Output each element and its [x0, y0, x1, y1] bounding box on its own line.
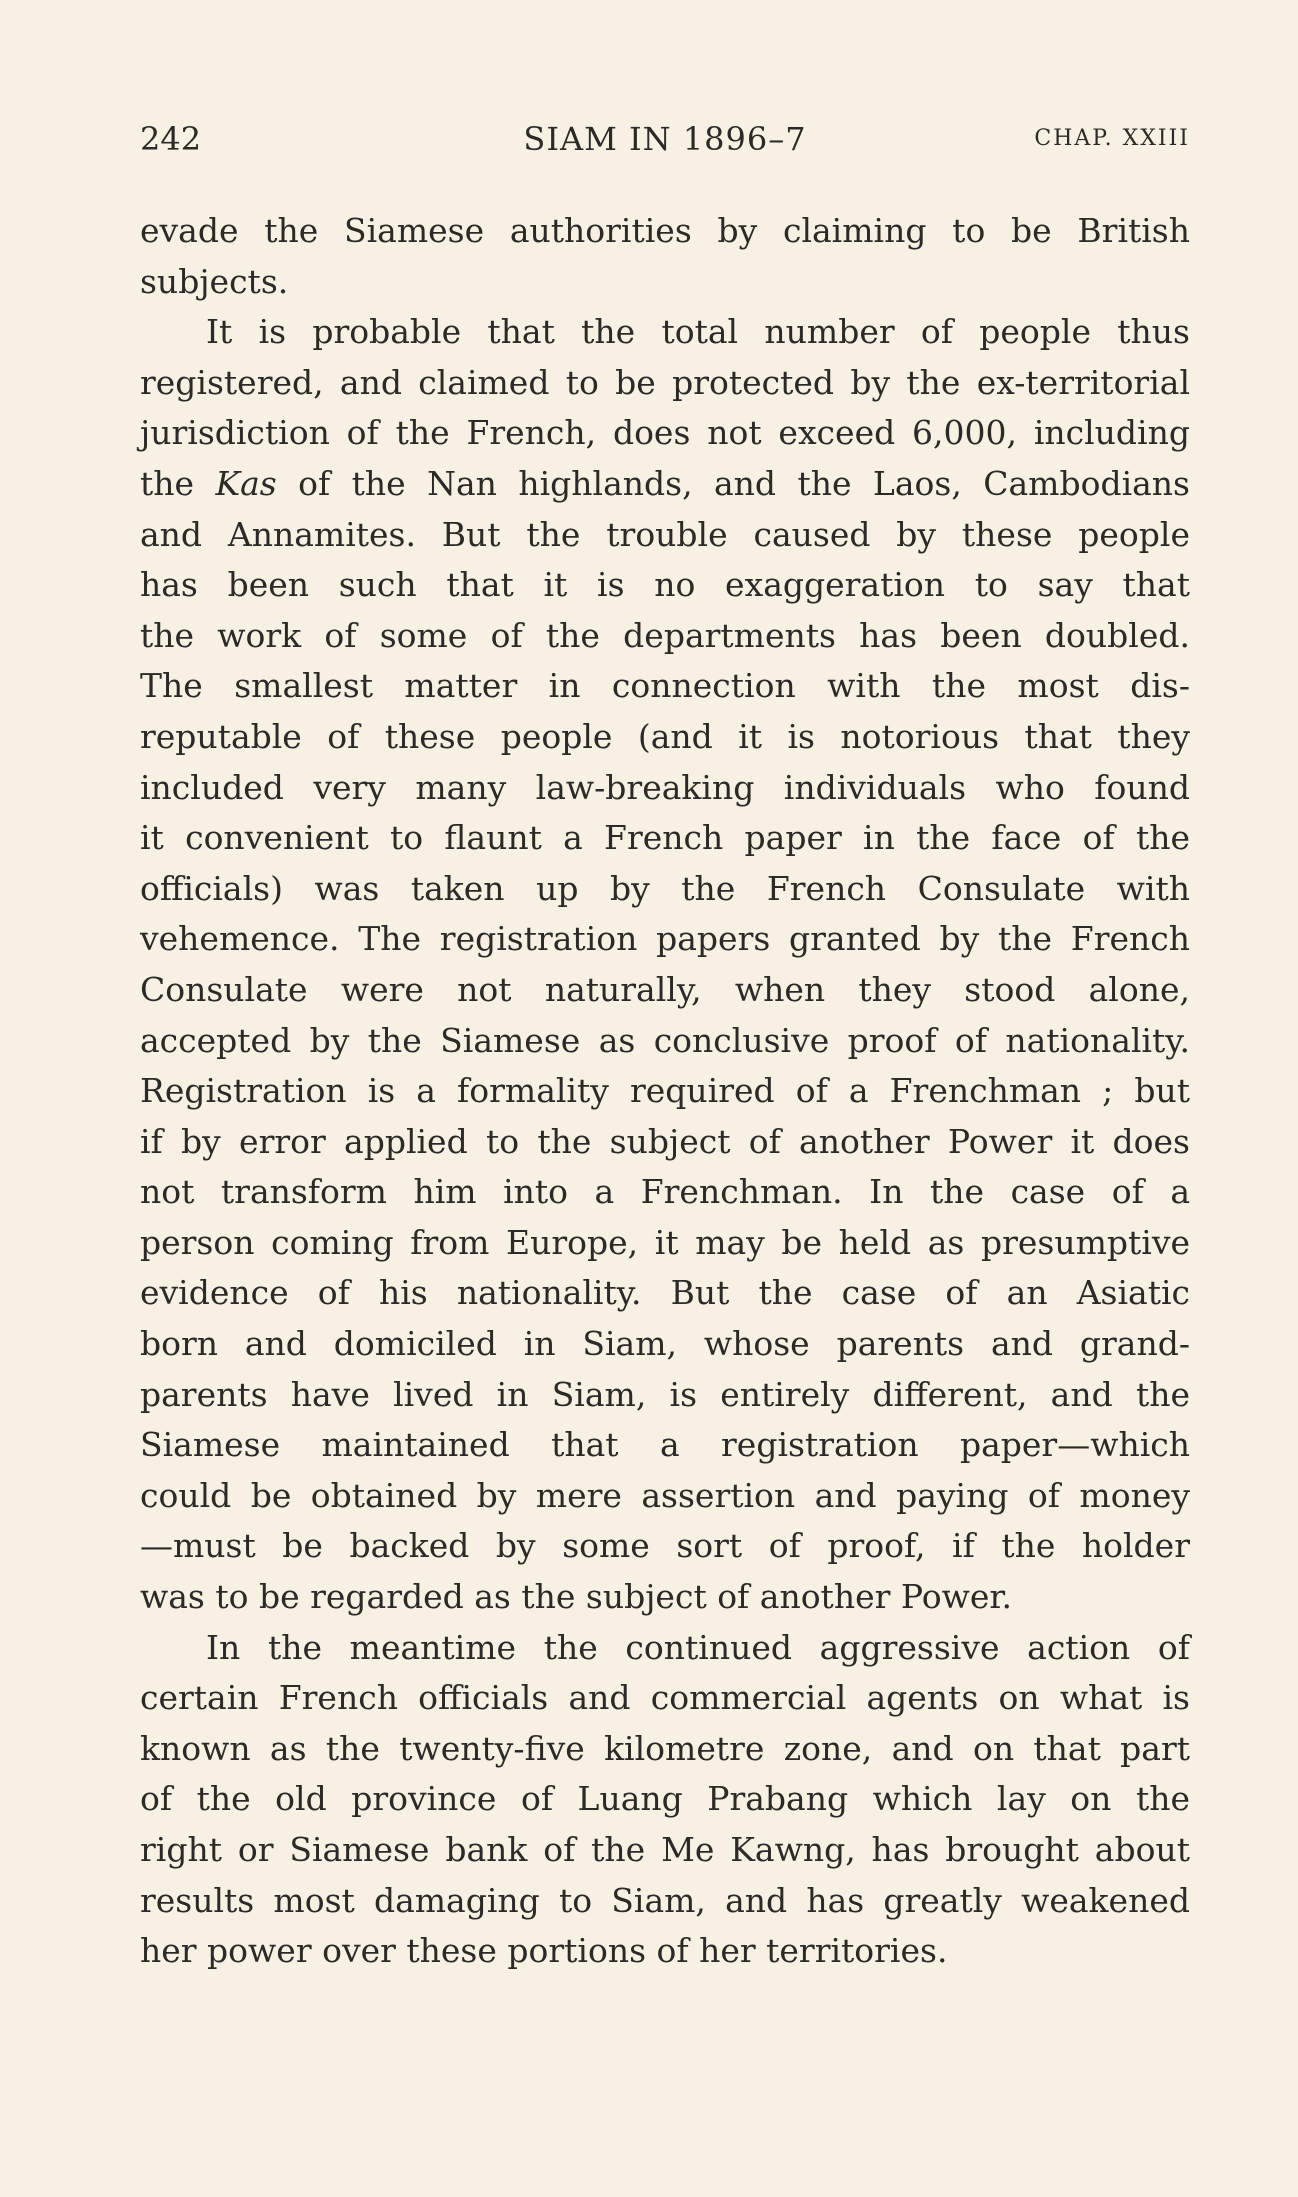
text-line: registered, and claimed to be protected by the ex-territorial: [140, 362, 1190, 402]
page-header: [140, 120, 1190, 160]
text-line: Consulate were not naturally, when they stood alone,: [140, 969, 1190, 1009]
text-line: results most damaging to Siam, and has greatly weakened: [140, 1880, 1190, 1920]
text-line: born and domiciled in Siam, whose parents and grand-: [140, 1324, 1190, 1364]
text-line: Siamese maintained that a registration paper—which: [140, 1425, 1190, 1465]
text-line: In the meantime the continued aggressive action of: [206, 1627, 1190, 1667]
text-line: if by error applied to the subject of another Power it does: [140, 1121, 1190, 1161]
text-line: The smallest matter in connection with the most dis-: [140, 666, 1190, 706]
text-line: her power over these portions of her territories.: [140, 1931, 948, 1971]
text-line: vehemence. The registration papers granted by the French: [140, 919, 1190, 959]
body-text: [140, 206, 1190, 1977]
text-line: known as the twenty-five kilometre zone, and on that part: [140, 1728, 1190, 1768]
text-line: jurisdiction of the French, does not exceed 6,000, including: [140, 413, 1190, 453]
running-title: SIAM IN 1896–7: [523, 120, 807, 158]
text-line: evade the Siamese authorities by claiming to be British: [140, 211, 1190, 250]
text-line: has been such that it is no exaggeration to say that: [140, 565, 1190, 605]
text-line: included very many law-breaking individuals who found: [140, 767, 1190, 807]
text-line: person coming from Europe, it may be held as presumptive: [140, 1222, 1190, 1262]
text-line: —must be backed by some sort of proof, if the holder: [140, 1526, 1190, 1566]
text-line: the Kas of the Nan highlands, and the Laos, Cambodians: [140, 463, 1190, 503]
text-line: officials) was taken up by the French Consulate with: [140, 868, 1190, 908]
text-line: of the old province of Luang Prabang which lay on the: [140, 1779, 1190, 1819]
text-line: and Annamites. But the trouble caused by these people: [140, 514, 1190, 554]
page-number: 242: [140, 120, 202, 158]
text-line: was to be regarded as the subject of another Power.: [140, 1577, 1013, 1617]
text-line: it convenient to flaunt a French paper in the face of the: [140, 818, 1190, 858]
text-line: right or Siamese bank of the Me Kawng, has brought about: [140, 1830, 1190, 1869]
text-line: Registration is a formality required of a Frenchman ; but: [140, 1071, 1190, 1111]
text-line: certain French officials and commercial agents on what is: [140, 1678, 1190, 1718]
text-line: It is probable that the total number of people thus: [206, 312, 1190, 352]
chapter-label: CHAP. XXIII: [1034, 126, 1190, 151]
text-line: could be obtained by mere assertion and paying of money: [140, 1475, 1190, 1515]
text-line: reputable of these people (and it is notorious that they: [140, 716, 1190, 756]
text-line: subjects.: [140, 261, 289, 301]
text-line: the work of some of the departments has been doubled.: [140, 615, 1190, 655]
text-line: parents have lived in Siam, is entirely different, and the: [140, 1374, 1190, 1414]
text-line: not transform him into a Frenchman. In the case of a: [140, 1172, 1190, 1212]
text-line: accepted by the Siamese as conclusive proof of nationality.: [140, 1020, 1190, 1060]
text-line: evidence of his nationality. But the case of an Asiatic: [140, 1273, 1190, 1313]
